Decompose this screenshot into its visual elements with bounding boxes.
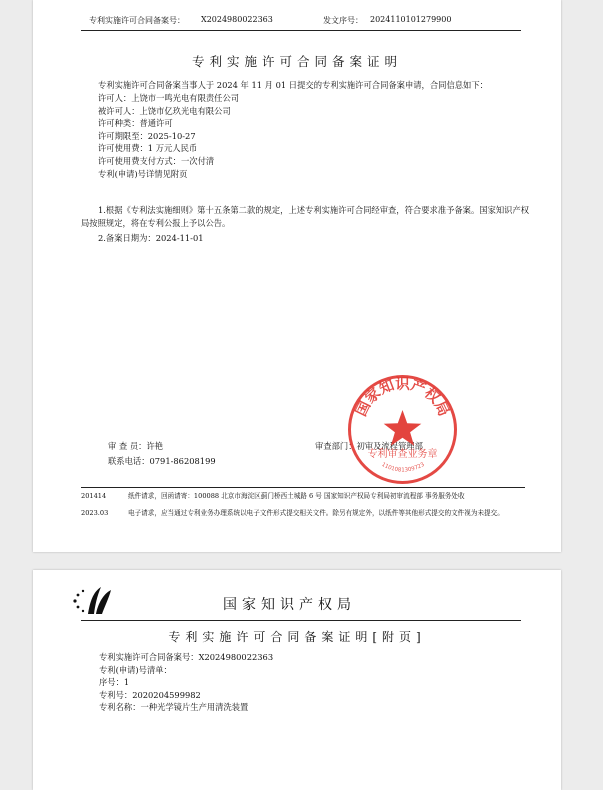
footer-text-1: 纸件请求，回函请寄：100088 北京市海淀区蓟门桥西土城路 6 号 国家知识产权局专利局初审流程部 事务服务处收	[128, 492, 465, 500]
contract-number-label: 专利实施许可合同备案号：	[89, 16, 185, 25]
cnipa-logo-icon	[71, 584, 115, 618]
field-fee: 许可使用费：1 万元人民币	[98, 143, 198, 154]
field-licensee: 被许可人：上饶市亿玖光电有限公司	[98, 105, 231, 116]
organization-name: 国家知识产权局	[223, 597, 356, 613]
field-term: 许可期限至：2025-10-27	[98, 130, 196, 141]
field-payment: 许可使用费支付方式：一次付清	[98, 155, 215, 166]
field-patent-detail: 专利(申请)号详情见附页	[98, 168, 188, 179]
field-licensor: 许可人：上饶市一鸣光电有限责任公司	[98, 93, 240, 103]
page-title: 专利实施许可合同备案证明	[191, 54, 402, 69]
doc-number: 2024110101279900	[370, 15, 452, 24]
seal-outer-text: 国家知识产权局	[353, 376, 452, 419]
footer-text-2: 电子请求，应当通过专利业务办理系统以电子文件形式提交相关文件。除另有规定外，以纸件等其他形式提交的文件视为未提交。	[128, 509, 504, 517]
reviewer: 审 查 员：许艳	[108, 441, 164, 451]
field-license-type: 许可种类：普通许可	[98, 118, 173, 129]
appendix-lines	[99, 651, 273, 714]
doc-number-label: 发文序号：	[323, 16, 363, 25]
appendix-title: 专利实施许可合同备案证明[附页]	[168, 630, 426, 644]
document-page-2	[33, 570, 561, 790]
official-seal-icon	[345, 372, 460, 487]
intro-text: 专利实施许可合同备案当事人于 2024 年 11 月 01 日提交的专利实施许可合同备案申请，合同信息如下：	[98, 80, 488, 90]
footer-code-1: 201414	[81, 492, 107, 500]
note-2: 2.备案日期为：2024-11-01	[98, 233, 204, 243]
header-divider	[81, 30, 521, 31]
appendix-patent-number: 专利号：2020204599982	[99, 689, 201, 700]
seal-inner-text: 专利审查业务章	[367, 449, 438, 460]
svg-text:1101081309723	[380, 462, 426, 474]
footer-code-2: 2023.03	[81, 509, 109, 517]
appendix-contract-number: 专利实施许可合同备案号：X2024980022363	[99, 652, 274, 662]
seal-serial: 1101081309723	[380, 461, 426, 474]
appendix-patent-list-label: 专利(申请)号清单：	[99, 664, 172, 675]
note-1: 1.根据《专利法实施细则》第十五条第二款的规定，上述专利实施许可合同经审查，符合要求准予备案。国家知识产权局按照规定，将在专利公报上予以公告。	[81, 205, 530, 228]
contract-number: X2024980022363	[201, 15, 273, 24]
document-page-1	[33, 0, 561, 552]
contact-phone: 联系电话：0791-86208199	[108, 456, 216, 466]
contract-fields	[98, 92, 239, 180]
footer-divider	[81, 487, 525, 488]
review-department: 审查部门：初审及流程管理部	[315, 441, 423, 451]
appendix-patent-name: 专利名称：一种光学镜片生产用清洗装置	[99, 702, 249, 712]
page2-top-divider	[81, 620, 521, 621]
appendix-serial: 序号：1	[99, 677, 130, 687]
